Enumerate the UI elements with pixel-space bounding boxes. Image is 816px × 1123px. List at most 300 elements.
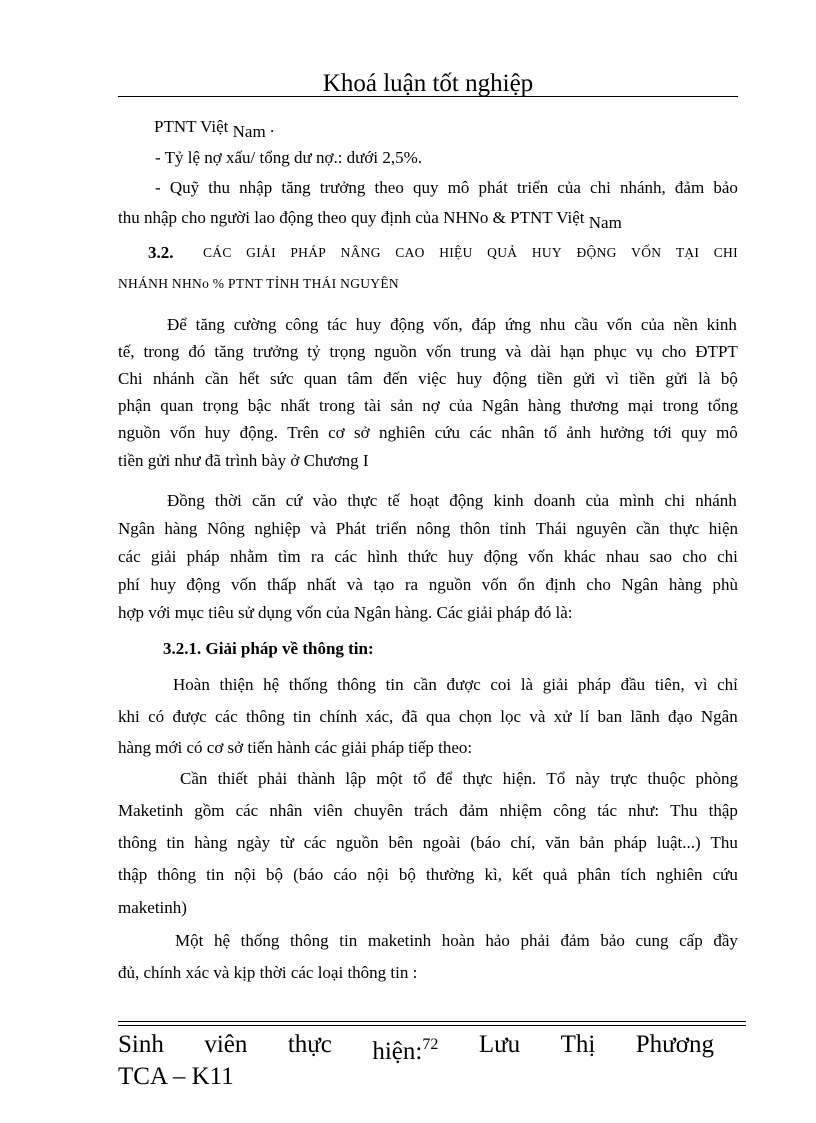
word: cung [635, 931, 669, 950]
bullet-bad-debt: - Tỷ lệ nợ xấu/ tổng dư nợ.: dưới 2,5%. [155, 148, 423, 167]
word: TẠI [675, 245, 700, 260]
word: trọng [329, 342, 366, 361]
word: nhất [280, 396, 310, 415]
word: kinh [493, 491, 524, 510]
word: Quỹ [169, 178, 200, 197]
word: NÂNG [340, 245, 381, 260]
section-heading-line-1 [148, 242, 738, 264]
word: động [483, 547, 518, 566]
word: qua [425, 707, 451, 726]
word: trách [414, 801, 448, 820]
word: tiền [537, 369, 563, 388]
word: nợ [422, 396, 440, 415]
word: và [346, 575, 363, 594]
word: cho [586, 575, 611, 594]
para5-line-2: đủ, chính xác và kịp thời các loại thông tin : [118, 963, 418, 982]
word: động [492, 369, 527, 388]
para3-line-2 [118, 706, 738, 728]
word: sao [649, 547, 673, 566]
word: tăng [214, 342, 244, 361]
word: hệ [213, 931, 230, 950]
word: Ngân [621, 575, 659, 594]
word: tổ [412, 769, 427, 788]
word: Phát [335, 519, 367, 538]
word: Hoàn [173, 675, 210, 694]
word: huy [150, 575, 176, 594]
word: nhau [606, 547, 640, 566]
word: thống [288, 675, 328, 694]
word: tích [620, 865, 647, 884]
word: phòng [695, 769, 738, 788]
word: trưởng [319, 178, 366, 197]
word: các [469, 423, 492, 442]
word: các [118, 547, 141, 566]
word: nông [416, 519, 451, 538]
word: trung [460, 342, 497, 361]
word: thấp [267, 575, 297, 594]
word: nhu [539, 315, 566, 334]
word: Tổ [546, 769, 566, 788]
para4-line-3 [118, 832, 738, 854]
footer-word: viên [204, 1031, 248, 1058]
word: ban [597, 707, 623, 726]
word: pháp [613, 833, 647, 852]
word: GIẢI [246, 245, 276, 260]
para2-line-5: hợp với mục tiêu sử dụng vốn của Ngân hàng. Các giải pháp đó là: [118, 603, 573, 622]
word: sức [270, 369, 294, 388]
para4-line-2 [118, 800, 738, 822]
word: hiện. [502, 769, 537, 788]
word: định [545, 575, 576, 594]
word: được [172, 707, 207, 726]
word: bộ [720, 369, 738, 388]
word: phải [520, 931, 550, 950]
para5-line-1 [175, 930, 738, 952]
word: tố [543, 423, 557, 442]
word: phí [118, 575, 140, 594]
bullet-cont-text: thu nhập cho người lao động theo quy định của NHNo & PTNT Việt [118, 208, 585, 227]
word: đảm [674, 178, 705, 197]
word: đảm [560, 931, 590, 950]
para3-line-1 [173, 674, 738, 696]
word: ĐỘNG [576, 245, 617, 260]
word: doanh [533, 491, 576, 510]
word: (báo [470, 833, 501, 852]
word: mô [716, 423, 738, 442]
intro-text: PTNT Việt [154, 117, 229, 136]
word: tế [387, 491, 400, 510]
word: của [640, 315, 665, 334]
word: thông [337, 675, 376, 694]
word: tâm [347, 369, 373, 388]
word: pháp [577, 675, 611, 694]
word: thu [208, 178, 230, 197]
word: và [529, 707, 546, 726]
word: việc [418, 369, 447, 388]
word: Ngân [118, 519, 155, 538]
word: Cần [180, 769, 208, 788]
word: mình [619, 491, 655, 510]
word: này [575, 769, 601, 788]
intro-line-1 [154, 116, 275, 141]
word: tiền [629, 369, 655, 388]
word: công [285, 315, 319, 334]
word: CHI [713, 245, 738, 260]
word: của [585, 491, 610, 510]
word: công [553, 801, 587, 820]
word: bên [388, 833, 413, 852]
word: vốn [425, 342, 452, 361]
word: cứ [285, 491, 303, 510]
word: là [520, 675, 534, 694]
word: HUY [531, 245, 562, 260]
word: vốn, [432, 315, 463, 334]
word: thông [289, 931, 329, 950]
section-heading-words [203, 242, 738, 264]
word: nghiệp [254, 519, 301, 538]
word: nội [367, 865, 389, 884]
word: theo [374, 178, 404, 197]
word: đầy [713, 931, 738, 950]
word: vốn [606, 315, 633, 334]
word: cần [413, 675, 437, 694]
word: của [557, 178, 581, 197]
word: động [186, 575, 221, 594]
word: một [376, 769, 403, 788]
word: huy [456, 369, 483, 388]
word: HIỆU [439, 245, 473, 260]
word: chuyên [353, 801, 403, 820]
word: CAO [395, 245, 425, 260]
word: xử [553, 707, 572, 726]
word: kết [512, 865, 533, 884]
word: trong [319, 396, 355, 415]
word: nguồn [374, 342, 417, 361]
word: cầu [574, 315, 598, 334]
word: hưởng [600, 423, 645, 442]
word: nhiệm [499, 801, 542, 820]
word: huy [447, 547, 474, 566]
word: thiện [219, 675, 254, 694]
word: lọc [500, 707, 522, 726]
word: Để [167, 315, 187, 334]
word: Ngân [700, 707, 738, 726]
word: trọng [202, 396, 239, 415]
word: bản [579, 833, 605, 852]
word: tin [385, 675, 404, 694]
word: nguồn [118, 423, 161, 442]
para4-line-5: maketinh) [118, 898, 187, 917]
word: Ngân [481, 396, 519, 415]
word: viên [313, 801, 343, 820]
word: hàng [668, 575, 702, 594]
para4-line-4 [118, 864, 738, 886]
word: đảm [459, 801, 489, 820]
word: nhánh [152, 369, 195, 388]
word: PHÁP [290, 245, 327, 260]
word: như: [628, 801, 660, 820]
bullet-income-fund-cont [118, 207, 622, 232]
word: trực [610, 769, 638, 788]
word: (báo [293, 865, 324, 884]
word: tỷ [307, 342, 321, 361]
word: tăng [195, 315, 225, 334]
word: lãnh [630, 707, 660, 726]
word: tăng [281, 178, 311, 197]
word: hoàn [441, 931, 475, 950]
word: sản [390, 396, 414, 415]
word: tế, [118, 342, 135, 361]
word: vốn [231, 575, 257, 594]
word: vốn [169, 423, 196, 442]
word: vì [605, 369, 620, 388]
word: thức [407, 547, 438, 566]
word: tin [339, 931, 358, 950]
word: cứu [434, 423, 460, 442]
word: và [505, 342, 522, 361]
footer-word: Phương [635, 1031, 714, 1058]
word: thống [240, 931, 280, 950]
word: thời [214, 491, 242, 510]
word: nguồn [428, 575, 472, 594]
word: maketinh [367, 931, 432, 950]
word: hàng [164, 519, 198, 538]
word: quy [412, 178, 439, 197]
word: phục [593, 342, 627, 361]
word: nhân [501, 423, 535, 442]
word: tạo [373, 575, 395, 594]
subsection-title: 3.2.1. Giải pháp về thông tin: [163, 639, 374, 658]
word: quy [681, 423, 707, 442]
word: tin [293, 707, 311, 726]
bullet-income-fund [155, 177, 738, 199]
page-number: 72 [422, 1036, 439, 1053]
word: quan [160, 396, 194, 415]
word: cơ [328, 423, 345, 442]
word: các [215, 707, 238, 726]
word: chính [319, 707, 358, 726]
word: đó [188, 342, 206, 361]
word: nhằm [229, 547, 268, 566]
word: kinh [706, 315, 737, 334]
word: vốn [481, 575, 508, 594]
word: chi [717, 547, 738, 566]
bullet-cont-sub: Nam [588, 213, 622, 232]
word: bảo [713, 178, 738, 197]
word: hiện [708, 519, 738, 538]
para3-line-3: hàng mới có cơ sở tiến hành các giải pháp tiếp theo: [118, 738, 473, 757]
word: thôn [459, 519, 491, 538]
word: hệ [263, 675, 280, 694]
word: nhập [239, 178, 273, 197]
footer-word: Sinh [118, 1031, 164, 1058]
word: chỉ [717, 675, 738, 694]
word: của [449, 396, 473, 415]
word: gửi [665, 369, 688, 388]
word: Chi [118, 369, 143, 388]
word: thương [570, 396, 619, 415]
word: ứng [504, 315, 532, 334]
word: tìm [277, 547, 301, 566]
section-number: 3.2. [148, 243, 174, 262]
word: vụ [635, 342, 653, 361]
word: bảo [600, 931, 625, 950]
word: thuộc [647, 769, 686, 788]
word: động [390, 315, 425, 334]
para1-line-1 [167, 314, 737, 336]
word: chọn [458, 707, 492, 726]
word: gồm [194, 801, 225, 820]
word: nguồn [336, 833, 379, 852]
word: nhánh [695, 491, 737, 510]
page-header-title: Khoá luận tốt nghiệp [322, 70, 534, 97]
word: chi [590, 178, 611, 197]
word: kì, [484, 865, 502, 884]
word: thực [462, 769, 493, 788]
word: từ [279, 833, 294, 852]
word: tin [206, 865, 225, 884]
footer-word: Lưu [478, 1031, 521, 1058]
word: phù [712, 575, 738, 594]
footer-word: thực [287, 1031, 332, 1058]
word: xác, [365, 707, 394, 726]
word: hoạt [409, 491, 440, 510]
word: nền [673, 315, 698, 334]
word: ngày [237, 833, 271, 852]
word: sở [354, 423, 370, 442]
word: khi [118, 707, 140, 726]
word: các [235, 801, 259, 820]
word: thông [157, 865, 197, 884]
word: ra [310, 547, 325, 566]
word: bậc [247, 396, 272, 415]
word: luật...) [656, 833, 701, 852]
word: quan [303, 369, 337, 388]
intro-period: . [269, 117, 275, 136]
word: động. [239, 423, 278, 442]
word: văn [545, 833, 570, 852]
word: mại [627, 396, 654, 415]
word: cần [636, 519, 660, 538]
word: thập [118, 865, 148, 884]
word: huy [355, 315, 382, 334]
word: đến [383, 369, 408, 388]
word: và [310, 519, 327, 538]
word: đạo [668, 707, 693, 726]
word: khác [563, 547, 596, 566]
word: thực [669, 519, 700, 538]
word: lập [345, 769, 367, 788]
word: có [148, 707, 165, 726]
footer-word: hiện: [372, 1038, 423, 1065]
word: được [446, 675, 481, 694]
footer-rule-top [118, 1021, 746, 1022]
word: nhân [269, 801, 303, 820]
word: tin [166, 833, 185, 852]
word: hàng [527, 396, 561, 415]
para1-line-5 [118, 422, 738, 444]
word: vào [312, 491, 338, 510]
word: trong [662, 396, 699, 415]
word: hạn [560, 342, 585, 361]
word: nghiên [656, 865, 703, 884]
word: cường [233, 315, 277, 334]
word: hảo [485, 931, 510, 950]
word: huy [204, 423, 231, 442]
word: QUẢ [487, 245, 518, 260]
word: động [449, 491, 484, 510]
word: Maketinh [118, 801, 184, 820]
para2-line-1 [167, 490, 737, 512]
para1-line-2 [118, 341, 738, 363]
word: thông [118, 833, 157, 852]
word: Thu [710, 833, 738, 852]
word: quả [542, 865, 568, 884]
para1-line-6: tiền gửi như đã trình bày ở Chương I [118, 451, 369, 470]
word: lí [579, 707, 590, 726]
word: bộ [266, 865, 284, 884]
word: thường [425, 865, 475, 884]
word: Một [175, 931, 204, 950]
header-rule [118, 96, 738, 97]
word: tác [327, 315, 347, 334]
word: cấp [679, 931, 703, 950]
word: pháp [186, 547, 220, 566]
word: phát [478, 178, 508, 197]
word: ĐTPT [695, 342, 738, 361]
word: gửi [572, 369, 596, 388]
word: trong [143, 342, 180, 361]
word: hết [238, 369, 260, 388]
section-heading-line-2: NHÁNH NHNo % PTNT TỈNH THÁI NGUYÊN [118, 276, 399, 291]
word: triển [375, 519, 407, 538]
para1-line-4 [118, 395, 738, 417]
word: tác [597, 801, 618, 820]
word: ổn [517, 575, 535, 594]
word: đầu [620, 675, 646, 694]
footer-rule-bottom [118, 1025, 746, 1026]
word: hình [367, 547, 398, 566]
word: chi [664, 491, 686, 510]
word: các [334, 547, 357, 566]
word: cho [661, 342, 687, 361]
word: thiết [217, 769, 248, 788]
footer-word: Thị [560, 1031, 596, 1058]
word: Thái [535, 519, 567, 538]
word: CÁC [203, 245, 232, 260]
word: Nông [207, 519, 245, 538]
word: triển [516, 178, 549, 197]
word: trưởng [252, 342, 299, 361]
word: vốn [527, 547, 554, 566]
word: phải [257, 769, 288, 788]
word: Đồng [167, 491, 205, 510]
word: tỉnh [499, 519, 527, 538]
word: cần [204, 369, 229, 388]
word: cáo [333, 865, 357, 884]
word: cho [682, 547, 707, 566]
footer-word-with-page [372, 1030, 438, 1067]
word: Trên [287, 423, 319, 442]
word: nội [234, 865, 256, 884]
word: cứu [712, 865, 738, 884]
word: căn [252, 491, 276, 510]
word: phân [577, 865, 611, 884]
word: mô [447, 178, 470, 197]
word: dài [530, 342, 552, 361]
word: giải [542, 675, 569, 694]
word: thành [297, 769, 336, 788]
